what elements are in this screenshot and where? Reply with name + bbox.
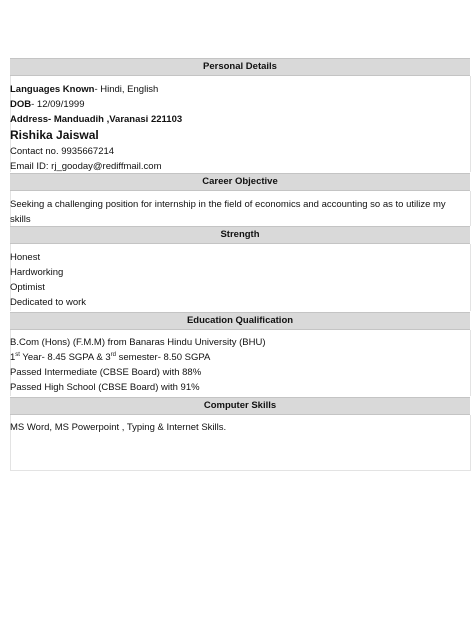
dob-value: - 12/09/1999 <box>31 99 85 110</box>
email-address: Email ID: rj_gooday@rediffmail.com <box>10 161 162 172</box>
sgpa-semester-suffix: rd <box>110 351 116 358</box>
computer-skills-heading: Computer Skills <box>10 397 470 415</box>
strength-item: Hardworking <box>10 267 64 278</box>
address-line: Address- Manduadih ,Varanasi 221103 <box>10 114 183 125</box>
languages-line <box>10 84 158 95</box>
career-objective-line-1: Seeking a challenging position for internship in the field of economics and accounting so as to utilize my skills <box>10 199 446 225</box>
strength-item: Honest <box>10 252 41 263</box>
strength-item: Optimist <box>10 282 45 293</box>
sgpa-year-number: 1 <box>10 352 16 363</box>
career-objective-heading: Career Objective <box>10 173 470 191</box>
strength-item: Dedicated to work <box>10 297 87 308</box>
education-sgpa <box>10 352 210 363</box>
dob-label: DOB <box>10 99 32 110</box>
education-degree: B.Com (Hons) (F.M.M) from Banaras Hindu University (BHU) <box>10 337 266 348</box>
sgpa-semester-text: semester- 8.50 SGPA <box>115 352 211 363</box>
candidate-name: Rishika Jaiswal <box>10 128 99 142</box>
contact-number: Contact no. 9935667214 <box>10 146 115 157</box>
sgpa-year-text: Year- 8.45 SGPA & 3 <box>19 352 111 363</box>
education-high-school: Passed High School (CBSE Board) with 91% <box>10 382 200 393</box>
dob-line <box>10 99 84 110</box>
personal-details-heading: Personal Details <box>10 58 470 76</box>
education-intermediate: Passed Intermediate (CBSE Board) with 88% <box>10 367 202 378</box>
computer-skills-text: MS Word, MS Powerpoint , Typing & Internet Skills. <box>10 422 227 433</box>
strength-heading: Strength <box>10 226 470 244</box>
languages-value: - Hindi, English <box>94 84 159 95</box>
sgpa-year-suffix: st <box>15 351 20 358</box>
education-heading: Education Qualification <box>10 312 470 330</box>
languages-label: Languages Known <box>10 84 95 95</box>
